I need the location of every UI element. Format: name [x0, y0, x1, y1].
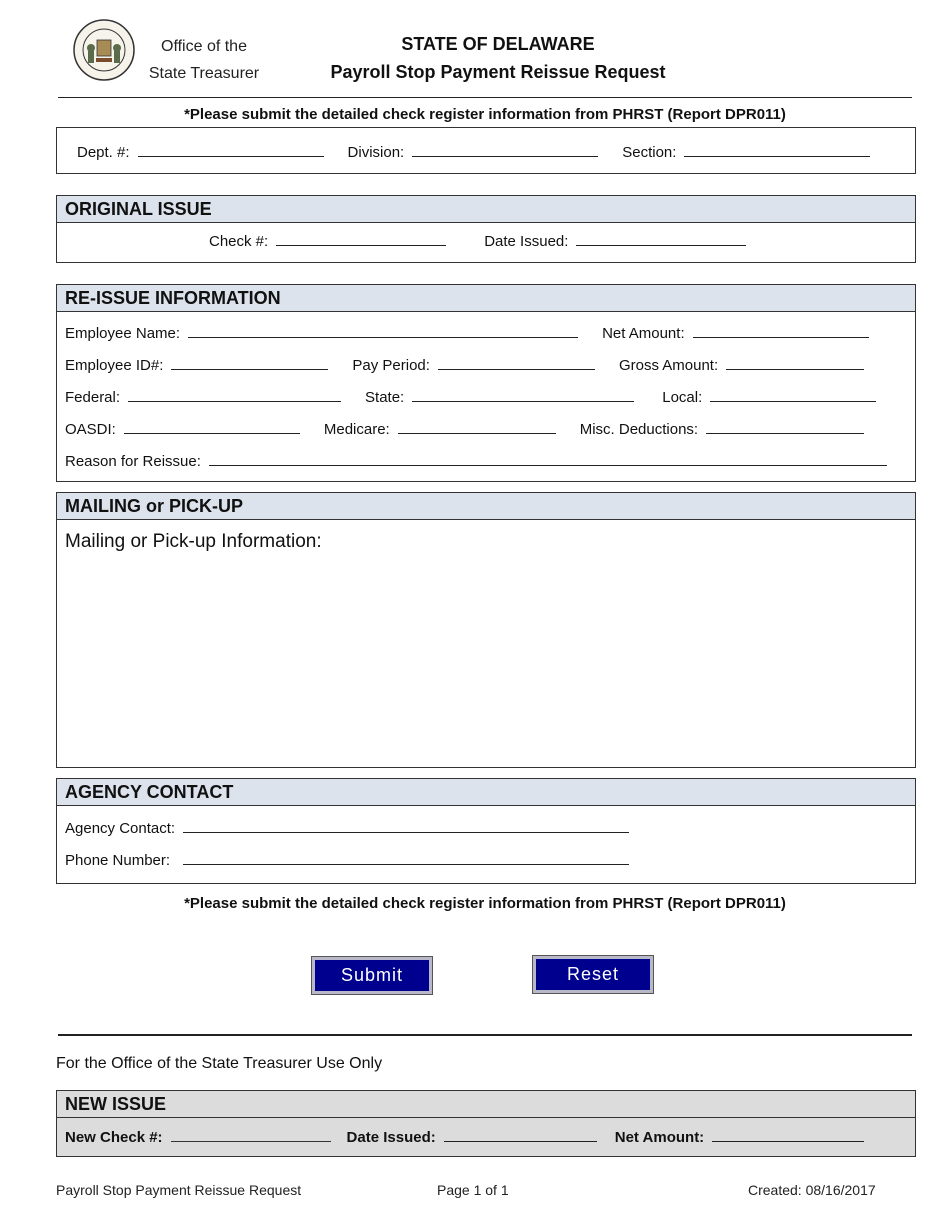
phone-field[interactable]	[183, 851, 629, 865]
net-amount-field[interactable]	[693, 324, 869, 338]
local-label: Local:	[662, 389, 703, 406]
new-check-label: New Check #:	[65, 1129, 163, 1146]
employee-name-label: Employee Name:	[65, 325, 181, 342]
mailing-header: MAILING or PICK-UP	[56, 492, 916, 520]
local-field[interactable]	[710, 388, 876, 402]
employee-id-field[interactable]	[171, 356, 328, 370]
reissue-row-2	[65, 356, 864, 374]
employee-name-field[interactable]	[188, 324, 578, 338]
medicare-field[interactable]	[398, 420, 556, 434]
medicare-label: Medicare:	[323, 421, 390, 438]
footer-page-number: Page 1 of 1	[437, 1182, 509, 1198]
submit-note-bottom: *Please submit the detailed check register information from PHRST (Report DPR011)	[184, 895, 786, 912]
division-label: Division:	[347, 144, 405, 161]
pay-period-label: Pay Period:	[352, 357, 430, 374]
top-divider	[58, 97, 912, 98]
state-tax-field[interactable]	[412, 388, 634, 402]
net-amount-label: Net Amount:	[602, 325, 685, 342]
original-issue-row	[209, 232, 770, 250]
new-check-field[interactable]	[171, 1128, 331, 1142]
office-name	[140, 33, 268, 87]
agency-box	[56, 805, 916, 884]
office-line-2: State Treasurer	[148, 65, 260, 82]
agency-contact-row	[65, 819, 629, 837]
gross-amount-field[interactable]	[726, 356, 864, 370]
misc-deductions-label: Misc. Deductions:	[579, 421, 699, 438]
submit-note-top: *Please submit the detailed check register information from PHRST (Report DPR011)	[184, 106, 786, 123]
state-name: STATE OF DELAWARE	[401, 34, 595, 54]
phone-label: Phone Number:	[65, 852, 171, 869]
reason-label: Reason for Reissue:	[65, 453, 201, 470]
new-issue-row	[65, 1128, 864, 1146]
agency-header: AGENCY CONTACT	[56, 778, 916, 806]
check-number-field[interactable]	[276, 232, 446, 246]
reissue-row-4	[65, 420, 864, 438]
new-date-issued-label: Date Issued:	[346, 1129, 436, 1146]
agency-contact-label: Agency Contact:	[65, 820, 176, 837]
section-label: Section:	[622, 144, 677, 161]
dept-field[interactable]	[138, 143, 324, 157]
reissue-header: RE-ISSUE INFORMATION	[56, 284, 916, 312]
delaware-seal-logo	[72, 18, 136, 82]
date-issued-field[interactable]	[576, 232, 746, 246]
new-net-amount-field[interactable]	[712, 1128, 864, 1142]
footer-form-name: Payroll Stop Payment Reissue Request	[56, 1182, 302, 1198]
state-tax-label: State:	[365, 389, 405, 406]
reason-field[interactable]	[209, 452, 887, 466]
employee-id-label: Employee ID#:	[65, 357, 164, 374]
check-number-label: Check #:	[209, 233, 269, 250]
submit-button[interactable]: Submit	[312, 957, 432, 994]
federal-field[interactable]	[128, 388, 341, 402]
date-issued-label: Date Issued:	[484, 233, 569, 250]
reissue-row-1	[65, 324, 869, 342]
new-net-amount-label: Net Amount:	[614, 1129, 705, 1146]
phone-row	[65, 851, 629, 869]
pay-period-field[interactable]	[438, 356, 595, 370]
agency-contact-field[interactable]	[183, 819, 629, 833]
oasdi-field[interactable]	[124, 420, 300, 434]
reissue-row-5	[65, 452, 887, 470]
reset-button[interactable]: Reset	[533, 956, 653, 993]
office-use-label: For the Office of the State Treasurer Use Only	[56, 1055, 383, 1072]
new-date-issued-field[interactable]	[444, 1128, 597, 1142]
department-row	[77, 143, 894, 161]
form-title: Payroll Stop Payment Reissue Request	[330, 62, 666, 82]
page-title	[330, 30, 666, 86]
gross-amount-label: Gross Amount:	[618, 357, 719, 374]
dept-label: Dept. #:	[77, 144, 130, 161]
original-issue-header: ORIGINAL ISSUE	[56, 195, 916, 223]
reissue-row-3	[65, 388, 876, 406]
new-issue-header: NEW ISSUE	[56, 1090, 916, 1118]
oasdi-label: OASDI:	[65, 421, 116, 438]
federal-label: Federal:	[65, 389, 121, 406]
mailing-box[interactable]	[56, 519, 916, 768]
section-field[interactable]	[684, 143, 870, 157]
office-use-divider	[58, 1034, 912, 1036]
misc-deductions-field[interactable]	[706, 420, 864, 434]
office-line-1: Office of the	[161, 38, 247, 55]
division-field[interactable]	[412, 143, 598, 157]
footer-created-date: Created: 08/16/2017	[748, 1182, 876, 1198]
mailing-label: Mailing or Pick-up Information:	[65, 531, 322, 552]
